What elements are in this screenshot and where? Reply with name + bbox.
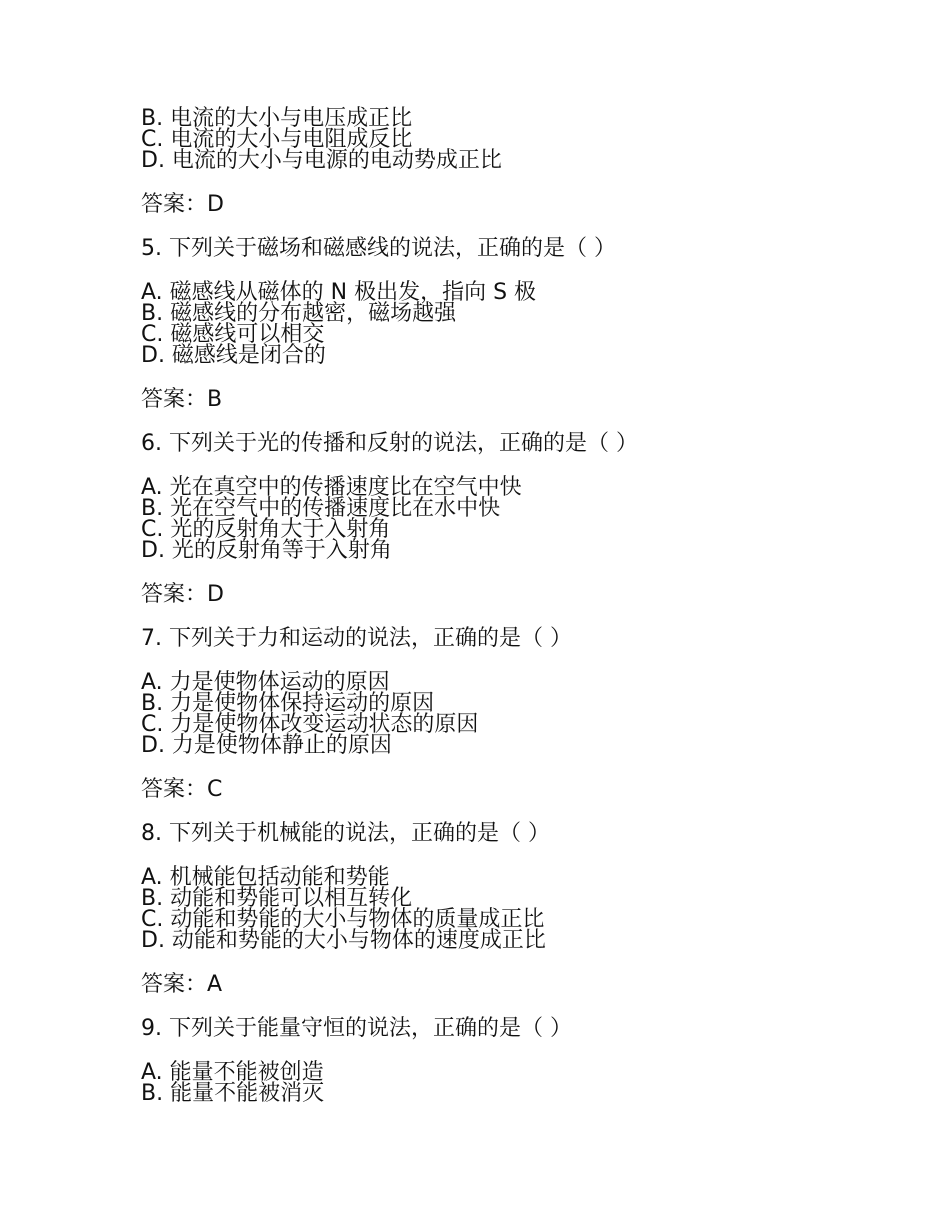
question-list: [141, 108, 841, 1104]
option-b: B. 能量不能被消灭: [141, 1081, 325, 1106]
option-d: D. 磁感线是闭合的: [141, 343, 326, 368]
option-a: A. 光在真空中的传播速度比在空气中快: [141, 475, 522, 500]
option-c: C. 动能和势能的大小与物体的质量成正比: [141, 907, 545, 932]
option-d: D. 动能和势能的大小与物体的速度成正比: [141, 928, 546, 953]
option-b: B. 力是使物体保持运动的原因: [141, 691, 435, 716]
option-a: A. 力是使物体运动的原因: [141, 670, 390, 695]
answer-text: 答案：C: [141, 777, 223, 802]
question-text: 8. 下列关于机械能的说法，正确的是（ ）: [141, 821, 550, 846]
option-b: B. 磁感线的分布越密，磁场越强: [141, 301, 457, 326]
option-c: C. 光的反射角大于入射角: [141, 517, 391, 542]
option-a: A. 磁感线从磁体的 N 极出发，指向 S 极: [141, 280, 537, 305]
option-d: D. 光的反射角等于入射角: [141, 538, 392, 563]
question-text: 7. 下列关于力和运动的说法，正确的是（ ）: [141, 626, 572, 651]
question-text: 9. 下列关于能量守恒的说法，正确的是（ ）: [141, 1016, 572, 1041]
option-b: B. 动能和势能可以相互转化: [141, 886, 413, 911]
option-c: C. 力是使物体改变运动状态的原因: [141, 712, 479, 737]
option-d: D. 电流的大小与电源的电动势成正比: [141, 148, 502, 173]
answer-text: 答案：A: [141, 972, 223, 997]
question-block-8: [141, 823, 841, 995]
option-d: D. 力是使物体静止的原因: [141, 733, 392, 758]
option-b: B. 光在空气中的传播速度比在水中快: [141, 496, 501, 521]
answer-text: 答案：B: [141, 387, 223, 412]
option-c: C. 磁感线可以相交: [141, 322, 325, 347]
option-b: B. 电流的大小与电压成正比: [141, 106, 413, 131]
question-block-7: [141, 628, 841, 800]
question-block-4: [141, 108, 841, 215]
option-a: A. 机械能包括动能和势能: [141, 865, 390, 890]
question-text: 6. 下列关于光的传播和反射的说法，正确的是（ ）: [141, 431, 638, 456]
answer-text: 答案：D: [141, 192, 224, 217]
question-block-9: [141, 1018, 841, 1104]
option-c: C. 电流的大小与电阻成反比: [141, 127, 413, 152]
question-block-6: [141, 433, 841, 605]
answer-text: 答案：D: [141, 582, 224, 607]
question-block-5: [141, 238, 841, 410]
question-text: 5. 下列关于磁场和磁感线的说法，正确的是（ ）: [141, 236, 616, 261]
option-a: A. 能量不能被创造: [141, 1060, 324, 1085]
